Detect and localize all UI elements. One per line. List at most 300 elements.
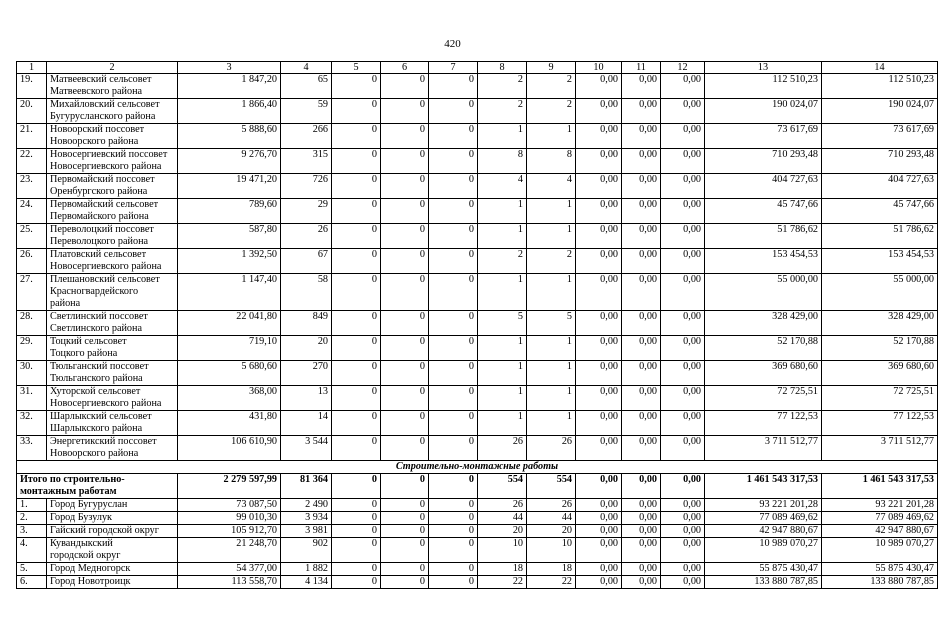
- cell-col-4: 849: [281, 311, 332, 336]
- row-name-line: Первомайский поссовет: [50, 174, 155, 185]
- column-header: 14: [822, 62, 938, 74]
- cell-col-9: 10: [527, 538, 576, 563]
- cell-col-5: 0: [332, 538, 381, 563]
- cell-col-5: 0: [332, 124, 381, 149]
- table-row: [17, 274, 938, 311]
- cell-col-12: 0,00: [661, 199, 705, 224]
- cell-col-9: 4: [527, 174, 576, 199]
- row-name-line: Тоцкий сельсовет: [50, 336, 127, 347]
- cell-col-3: 789,60: [178, 199, 281, 224]
- row-name-line: Город Бугуруслан: [50, 499, 128, 510]
- cell-col-9: 1: [527, 274, 576, 311]
- cell-col-4: 3 544: [281, 436, 332, 461]
- row-name: [47, 538, 178, 563]
- cell-col-8: 1: [478, 199, 527, 224]
- cell-col-4: 20: [281, 336, 332, 361]
- cell-col-9: 18: [527, 563, 576, 576]
- cell-col-13: 77 089 469,62: [705, 512, 822, 525]
- table-row: [17, 149, 938, 174]
- cell-col-3: 5 680,60: [178, 361, 281, 386]
- cell-col-9: 1: [527, 124, 576, 149]
- row-name: [47, 499, 178, 512]
- table-row: [17, 124, 938, 149]
- cell-col-7: 0: [429, 576, 478, 589]
- row-name-line: района: [50, 298, 81, 309]
- table-row: [17, 174, 938, 199]
- row-name-line: Хуторской сельсовет: [50, 386, 141, 397]
- column-header: 3: [178, 62, 281, 74]
- row-index: 28.: [17, 311, 47, 336]
- cell-col-4: 4 134: [281, 576, 332, 589]
- cell-col-8: 554: [478, 474, 527, 499]
- cell-col-11: 0,00: [622, 336, 661, 361]
- column-header: 8: [478, 62, 527, 74]
- row-index: 29.: [17, 336, 47, 361]
- row-name: [47, 149, 178, 174]
- table-row: [17, 311, 938, 336]
- cell-col-10: 0,00: [576, 174, 622, 199]
- row-name-line: Михайловский сельсовет: [50, 99, 160, 110]
- cell-col-12: 0,00: [661, 249, 705, 274]
- cell-col-10: 0,00: [576, 525, 622, 538]
- cell-col-11: 0,00: [622, 249, 661, 274]
- cell-col-6: 0: [381, 386, 429, 411]
- row-index: 3.: [17, 525, 47, 538]
- cell-col-5: 0: [332, 576, 381, 589]
- cell-col-5: 0: [332, 311, 381, 336]
- cell-col-4: 67: [281, 249, 332, 274]
- cell-col-6: 0: [381, 74, 429, 99]
- cell-col-8: 1: [478, 386, 527, 411]
- table-row: [17, 538, 938, 563]
- row-name: [47, 99, 178, 124]
- row-name-line: Матвеевского района: [50, 86, 143, 97]
- cell-col-9: 1: [527, 224, 576, 249]
- cell-col-11: 0,00: [622, 274, 661, 311]
- cell-col-4: 3 981: [281, 525, 332, 538]
- cell-col-11: 0,00: [622, 74, 661, 99]
- cell-col-10: 0,00: [576, 311, 622, 336]
- cell-col-10: 0,00: [576, 274, 622, 311]
- cell-col-3: 368,00: [178, 386, 281, 411]
- cell-col-5: 0: [332, 474, 381, 499]
- cell-col-6: 0: [381, 99, 429, 124]
- cell-col-7: 0: [429, 436, 478, 461]
- cell-col-5: 0: [332, 411, 381, 436]
- cell-col-9: 5: [527, 311, 576, 336]
- cell-col-12: 0,00: [661, 174, 705, 199]
- cell-col-4: 3 934: [281, 512, 332, 525]
- row-index: 4.: [17, 538, 47, 563]
- cell-col-13: 3 711 512,77: [705, 436, 822, 461]
- cell-col-11: 0,00: [622, 224, 661, 249]
- cell-col-12: 0,00: [661, 361, 705, 386]
- cell-col-14: 404 727,63: [822, 174, 938, 199]
- cell-col-3: 22 041,80: [178, 311, 281, 336]
- cell-col-6: 0: [381, 361, 429, 386]
- cell-col-14: 73 617,69: [822, 124, 938, 149]
- cell-col-11: 0,00: [622, 174, 661, 199]
- cell-col-10: 0,00: [576, 74, 622, 99]
- cell-col-3: 106 610,90: [178, 436, 281, 461]
- column-header: 11: [622, 62, 661, 74]
- cell-col-4: 266: [281, 124, 332, 149]
- row-name-line: Первомайского района: [50, 211, 149, 222]
- cell-col-6: 0: [381, 311, 429, 336]
- table-row: [17, 436, 938, 461]
- cell-col-10: 0,00: [576, 563, 622, 576]
- row-index: 2.: [17, 512, 47, 525]
- table-row: [17, 525, 938, 538]
- cell-col-8: 8: [478, 149, 527, 174]
- column-header: 7: [429, 62, 478, 74]
- cell-col-7: 0: [429, 499, 478, 512]
- cell-col-4: 315: [281, 149, 332, 174]
- row-name: [47, 311, 178, 336]
- row-name-line: Гайский городской округ: [50, 525, 159, 536]
- row-name-line: Тюльганский поссовет: [50, 361, 149, 372]
- row-index: 25.: [17, 224, 47, 249]
- row-name-line: Новосергиевского района: [50, 161, 162, 172]
- row-name: [47, 274, 178, 311]
- row-name-line: Плешановский сельсовет: [50, 274, 160, 285]
- row-index: 26.: [17, 249, 47, 274]
- table-row: [17, 249, 938, 274]
- cell-col-3: 9 276,70: [178, 149, 281, 174]
- cell-col-8: 26: [478, 436, 527, 461]
- cell-col-12: 0,00: [661, 149, 705, 174]
- cell-col-3: 21 248,70: [178, 538, 281, 563]
- cell-col-13: 710 293,48: [705, 149, 822, 174]
- cell-col-5: 0: [332, 336, 381, 361]
- row-name: [47, 74, 178, 99]
- cell-col-10: 0,00: [576, 199, 622, 224]
- cell-col-7: 0: [429, 199, 478, 224]
- cell-col-13: 55 875 430,47: [705, 563, 822, 576]
- cell-col-11: 0,00: [622, 411, 661, 436]
- cell-col-13: 404 727,63: [705, 174, 822, 199]
- cell-col-10: 0,00: [576, 538, 622, 563]
- cell-col-10: 0,00: [576, 474, 622, 499]
- cell-col-10: 0,00: [576, 512, 622, 525]
- cell-col-4: 2 490: [281, 499, 332, 512]
- cell-col-11: 0,00: [622, 576, 661, 589]
- cell-col-3: 719,10: [178, 336, 281, 361]
- cell-col-10: 0,00: [576, 499, 622, 512]
- cell-col-8: 1: [478, 361, 527, 386]
- column-header: 5: [332, 62, 381, 74]
- cell-col-8: 1: [478, 274, 527, 311]
- cell-col-8: 4: [478, 174, 527, 199]
- row-index: 23.: [17, 174, 47, 199]
- cell-col-14: 369 680,60: [822, 361, 938, 386]
- table-row: [17, 512, 938, 525]
- cell-col-11: 0,00: [622, 525, 661, 538]
- row-index: 31.: [17, 386, 47, 411]
- cell-col-5: 0: [332, 174, 381, 199]
- cell-col-11: 0,00: [622, 311, 661, 336]
- cell-col-6: 0: [381, 199, 429, 224]
- row-name: [47, 224, 178, 249]
- cell-col-14: 190 024,07: [822, 99, 938, 124]
- cell-col-8: 5: [478, 311, 527, 336]
- row-name-line: Новоорского района: [50, 448, 139, 459]
- cell-col-12: 0,00: [661, 563, 705, 576]
- row-name: [17, 474, 178, 499]
- row-index: 22.: [17, 149, 47, 174]
- cell-col-6: 0: [381, 512, 429, 525]
- cell-col-11: 0,00: [622, 512, 661, 525]
- cell-col-5: 0: [332, 149, 381, 174]
- table-row: [17, 199, 938, 224]
- cell-col-10: 0,00: [576, 361, 622, 386]
- cell-col-14: 42 947 880,67: [822, 525, 938, 538]
- cell-col-11: 0,00: [622, 563, 661, 576]
- cell-col-8: 10: [478, 538, 527, 563]
- cell-col-7: 0: [429, 249, 478, 274]
- cell-col-9: 2: [527, 99, 576, 124]
- cell-col-7: 0: [429, 474, 478, 499]
- cell-col-6: 0: [381, 411, 429, 436]
- cell-col-8: 20: [478, 525, 527, 538]
- cell-col-14: 153 454,53: [822, 249, 938, 274]
- cell-col-4: 65: [281, 74, 332, 99]
- column-header: 13: [705, 62, 822, 74]
- cell-col-3: 587,80: [178, 224, 281, 249]
- cell-col-7: 0: [429, 224, 478, 249]
- row-name: [47, 512, 178, 525]
- cell-col-12: 0,00: [661, 436, 705, 461]
- cell-col-3: 19 471,20: [178, 174, 281, 199]
- row-name-line: Матвеевский сельсовет: [50, 74, 152, 85]
- cell-col-8: 2: [478, 249, 527, 274]
- cell-col-6: 0: [381, 274, 429, 311]
- cell-col-10: 0,00: [576, 149, 622, 174]
- row-name-line: Шарлыкского района: [50, 423, 143, 434]
- cell-col-10: 0,00: [576, 336, 622, 361]
- cell-col-3: 1 847,20: [178, 74, 281, 99]
- cell-col-4: 902: [281, 538, 332, 563]
- cell-col-12: 0,00: [661, 74, 705, 99]
- cell-col-9: 8: [527, 149, 576, 174]
- row-name: [47, 386, 178, 411]
- row-index: 27.: [17, 274, 47, 311]
- row-index: 1.: [17, 499, 47, 512]
- cell-col-11: 0,00: [622, 499, 661, 512]
- cell-col-5: 0: [332, 224, 381, 249]
- cell-col-14: 55 000,00: [822, 274, 938, 311]
- column-header: 6: [381, 62, 429, 74]
- cell-col-8: 18: [478, 563, 527, 576]
- cell-col-5: 0: [332, 361, 381, 386]
- cell-col-13: 328 429,00: [705, 311, 822, 336]
- cell-col-4: 29: [281, 199, 332, 224]
- cell-col-12: 0,00: [661, 386, 705, 411]
- row-index: 33.: [17, 436, 47, 461]
- row-name-line: Новосергиевского района: [50, 398, 162, 409]
- total-row: [17, 474, 938, 499]
- cell-col-12: 0,00: [661, 99, 705, 124]
- cell-col-5: 0: [332, 499, 381, 512]
- data-table: [16, 61, 938, 589]
- page-number: 420: [444, 38, 461, 50]
- table-header: [17, 62, 938, 74]
- cell-col-11: 0,00: [622, 124, 661, 149]
- cell-col-14: 112 510,23: [822, 74, 938, 99]
- cell-col-4: 1 882: [281, 563, 332, 576]
- table-body: [17, 74, 938, 589]
- cell-col-3: 113 558,70: [178, 576, 281, 589]
- row-name-line: Энергетикский поссовет: [50, 436, 157, 447]
- cell-col-3: 54 377,00: [178, 563, 281, 576]
- cell-col-7: 0: [429, 74, 478, 99]
- table-row: [17, 386, 938, 411]
- cell-col-13: 77 122,53: [705, 411, 822, 436]
- cell-col-7: 0: [429, 411, 478, 436]
- table-row: [17, 361, 938, 386]
- cell-col-7: 0: [429, 386, 478, 411]
- cell-col-6: 0: [381, 149, 429, 174]
- cell-col-12: 0,00: [661, 336, 705, 361]
- cell-col-8: 26: [478, 499, 527, 512]
- row-name-line: Город Медногорск: [50, 563, 131, 574]
- cell-col-6: 0: [381, 538, 429, 563]
- cell-col-5: 0: [332, 563, 381, 576]
- row-name-line: Тоцкого района: [50, 348, 118, 359]
- column-header: 10: [576, 62, 622, 74]
- cell-col-9: 1: [527, 361, 576, 386]
- cell-col-12: 0,00: [661, 576, 705, 589]
- cell-col-3: 431,80: [178, 411, 281, 436]
- cell-col-13: 51 786,62: [705, 224, 822, 249]
- cell-col-9: 22: [527, 576, 576, 589]
- table-row: [17, 74, 938, 99]
- cell-col-14: 45 747,66: [822, 199, 938, 224]
- row-name-line: Светлинский поссовет: [50, 311, 148, 322]
- cell-col-3: 2 279 597,99: [178, 474, 281, 499]
- cell-col-11: 0,00: [622, 538, 661, 563]
- row-name-line: Красногвардейского: [50, 286, 139, 297]
- cell-col-14: 133 880 787,85: [822, 576, 938, 589]
- row-name-line: Переволоцкого района: [50, 236, 149, 247]
- cell-col-6: 0: [381, 499, 429, 512]
- row-name-line: Новоорского района: [50, 136, 139, 147]
- cell-col-4: 81 364: [281, 474, 332, 499]
- cell-col-3: 1 147,40: [178, 274, 281, 311]
- cell-col-14: 3 711 512,77: [822, 436, 938, 461]
- cell-col-6: 0: [381, 174, 429, 199]
- cell-col-7: 0: [429, 99, 478, 124]
- table-row: [17, 576, 938, 589]
- cell-col-7: 0: [429, 336, 478, 361]
- row-name: [47, 199, 178, 224]
- cell-col-8: 1: [478, 224, 527, 249]
- cell-col-10: 0,00: [576, 436, 622, 461]
- cell-col-12: 0,00: [661, 525, 705, 538]
- column-header: 2: [47, 62, 178, 74]
- row-name: [47, 249, 178, 274]
- cell-col-13: 190 024,07: [705, 99, 822, 124]
- row-name-line: Итого по строительно-: [20, 474, 125, 485]
- cell-col-10: 0,00: [576, 386, 622, 411]
- row-name-line: Переволоцкий поссовет: [50, 224, 154, 235]
- row-name-line: Шарлыкский сельсовет: [50, 411, 152, 422]
- cell-col-11: 0,00: [622, 436, 661, 461]
- cell-col-9: 44: [527, 512, 576, 525]
- cell-col-10: 0,00: [576, 224, 622, 249]
- cell-col-3: 1 392,50: [178, 249, 281, 274]
- cell-col-10: 0,00: [576, 124, 622, 149]
- cell-col-7: 0: [429, 538, 478, 563]
- cell-col-12: 0,00: [661, 512, 705, 525]
- column-header: 9: [527, 62, 576, 74]
- cell-col-4: 26: [281, 224, 332, 249]
- row-index: 19.: [17, 74, 47, 99]
- cell-col-6: 0: [381, 249, 429, 274]
- cell-col-13: 112 510,23: [705, 74, 822, 99]
- cell-col-11: 0,00: [622, 99, 661, 124]
- cell-col-13: 10 989 070,27: [705, 538, 822, 563]
- row-name-line: Оренбургского района: [50, 186, 148, 197]
- table-row: [17, 411, 938, 436]
- cell-col-11: 0,00: [622, 199, 661, 224]
- row-name-line: Светлинского района: [50, 323, 142, 334]
- cell-col-8: 2: [478, 74, 527, 99]
- column-header: 12: [661, 62, 705, 74]
- row-name: [47, 411, 178, 436]
- row-name-line: городской округ: [50, 550, 121, 561]
- row-name-line: Кувандыкский: [50, 538, 113, 549]
- row-index: 5.: [17, 563, 47, 576]
- cell-col-5: 0: [332, 74, 381, 99]
- cell-col-11: 0,00: [622, 386, 661, 411]
- cell-col-14: 10 989 070,27: [822, 538, 938, 563]
- cell-col-8: 1: [478, 336, 527, 361]
- cell-col-10: 0,00: [576, 411, 622, 436]
- cell-col-6: 0: [381, 336, 429, 361]
- cell-col-12: 0,00: [661, 499, 705, 512]
- row-index: 21.: [17, 124, 47, 149]
- column-header: 4: [281, 62, 332, 74]
- cell-col-7: 0: [429, 512, 478, 525]
- row-name-line: Новоорский поссовет: [50, 124, 145, 135]
- cell-col-4: 726: [281, 174, 332, 199]
- cell-col-11: 0,00: [622, 474, 661, 499]
- row-index: 24.: [17, 199, 47, 224]
- row-name-line: Новосергиевского района: [50, 261, 162, 272]
- row-name-line: Новосергиевский поссовет: [50, 149, 168, 160]
- cell-col-5: 0: [332, 199, 381, 224]
- cell-col-9: 2: [527, 74, 576, 99]
- cell-col-13: 42 947 880,67: [705, 525, 822, 538]
- row-name: [47, 525, 178, 538]
- cell-col-9: 1: [527, 336, 576, 361]
- cell-col-12: 0,00: [661, 474, 705, 499]
- column-header: 1: [17, 62, 47, 74]
- cell-col-14: 328 429,00: [822, 311, 938, 336]
- cell-col-7: 0: [429, 174, 478, 199]
- row-name-line: Тюльганского района: [50, 373, 143, 384]
- cell-col-7: 0: [429, 525, 478, 538]
- table-row: [17, 563, 938, 576]
- cell-col-3: 105 912,70: [178, 525, 281, 538]
- row-index: 32.: [17, 411, 47, 436]
- cell-col-9: 26: [527, 499, 576, 512]
- cell-col-12: 0,00: [661, 224, 705, 249]
- cell-col-8: 22: [478, 576, 527, 589]
- cell-col-9: 20: [527, 525, 576, 538]
- table-row: [17, 499, 938, 512]
